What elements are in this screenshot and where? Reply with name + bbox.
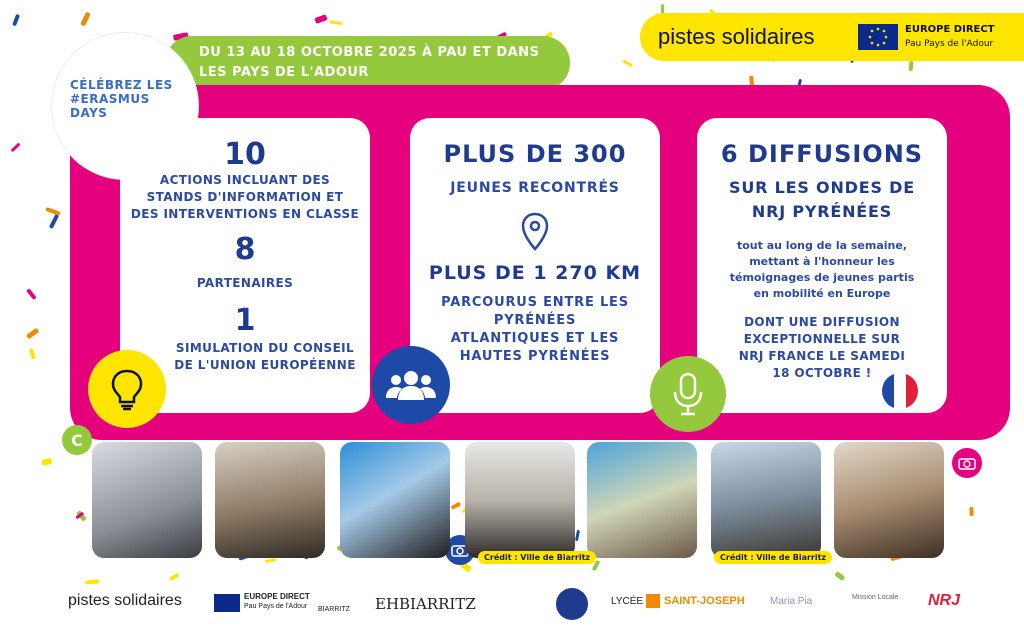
confetti-piece bbox=[575, 530, 580, 541]
location-pin-icon bbox=[520, 212, 550, 252]
confetti-piece bbox=[451, 502, 461, 510]
actions-count: 10 bbox=[224, 137, 266, 172]
photo-students-1 bbox=[92, 442, 202, 558]
europe-direct-title: EUROPE DIRECT bbox=[905, 24, 995, 35]
footer-saint-joseph-icon bbox=[646, 594, 660, 608]
confetti-piece bbox=[10, 143, 20, 153]
confetti-piece bbox=[41, 458, 52, 466]
distance-headline: PLUS DE 1 270 KM bbox=[428, 262, 642, 284]
confetti-piece bbox=[25, 328, 39, 340]
distance-sub: PARCOURUS ENTRE LES PYRÉNÉES ATLANTIQUES ET LES HAUTES PYRÉNÉES bbox=[441, 295, 629, 364]
footer-lycee: LYCÉE bbox=[611, 596, 644, 607]
youth-sub: JEUNES RECONTRÉS bbox=[450, 180, 620, 196]
confetti-piece bbox=[12, 13, 20, 26]
header-logo-banner bbox=[640, 13, 1024, 61]
confetti-piece bbox=[85, 579, 100, 585]
date-banner bbox=[165, 36, 570, 90]
youth-headline: PLUS DE 300 bbox=[443, 140, 627, 168]
footer-eu-flag-icon bbox=[214, 594, 240, 612]
card-radio bbox=[697, 118, 947, 413]
confetti-piece bbox=[622, 59, 633, 67]
photo-students-5 bbox=[587, 442, 697, 558]
footer-pistes-logo: pistes solidaires bbox=[68, 592, 182, 609]
radio-headline: 6 DIFFUSIONS bbox=[720, 140, 924, 168]
footer-biarritz: BIARRITZ bbox=[318, 606, 350, 613]
group-icon bbox=[372, 346, 450, 424]
lightbulb-icon bbox=[88, 350, 166, 428]
confetti-piece bbox=[314, 14, 327, 24]
photo-credit: Crédit : Ville de Biarritz bbox=[714, 551, 832, 564]
simulation-label: SIMULATION DU CONSEIL DE L'UNION EUROPÉENNE bbox=[174, 341, 356, 372]
photo-students-6 bbox=[711, 442, 821, 558]
footer-europe-direct: EUROPE DIRECT bbox=[244, 592, 310, 601]
footer-eh-biarritz: EHBIARRITZ bbox=[375, 595, 476, 613]
confetti-piece bbox=[46, 207, 61, 216]
confetti-piece bbox=[265, 558, 277, 563]
camera-icon bbox=[952, 448, 982, 478]
europe-direct-sub: Pau Pays de l'Adour bbox=[905, 39, 994, 49]
simulation-count: 1 bbox=[234, 303, 256, 338]
pistes-solidaires-logo: pistes solidaires bbox=[658, 24, 815, 49]
footer-europe-direct-sub: Pau Pays de l'Adour bbox=[244, 603, 308, 610]
confetti-piece bbox=[28, 348, 35, 360]
erasmus-badge-text: CÉLÉBREZ LES #ERASMUS DAYS bbox=[70, 78, 173, 120]
partners-label: PARTENAIRES bbox=[196, 276, 294, 290]
radio-description: tout au long de la semaine, mettant à l'honneur les témoignages de jeunes partis en mobilité en Europe bbox=[729, 239, 915, 300]
photo-students-3 bbox=[340, 442, 450, 558]
actions-label: ACTIONS INCLUANT DES STANDS D'INFORMATION ET DES INTERVENTIONS EN CLASSE bbox=[130, 173, 360, 221]
card-youth bbox=[410, 118, 660, 413]
photo-students-7 bbox=[834, 442, 944, 558]
confetti-piece bbox=[80, 12, 90, 27]
confetti-piece bbox=[49, 214, 60, 229]
photo-students-2 bbox=[215, 442, 325, 558]
radio-sub: SUR LES ONDES DE NRJ PYRÉNÉES bbox=[729, 178, 915, 221]
footer-maria-pia: Maria Pia bbox=[770, 596, 813, 607]
footer-saint-joseph: SAINT-JOSEPH bbox=[664, 595, 745, 607]
france-flag-icon bbox=[882, 373, 918, 409]
photo-credit: Crédit : Ville de Biarritz bbox=[478, 551, 596, 564]
footer-nrj-logo: NRJ bbox=[928, 592, 961, 609]
confetti-piece bbox=[909, 61, 914, 72]
confetti-piece bbox=[834, 571, 845, 581]
confetti-piece bbox=[169, 572, 180, 581]
confetti-piece bbox=[970, 507, 974, 516]
photo-students-4 bbox=[465, 442, 575, 558]
microphone-icon bbox=[650, 356, 726, 432]
eu-flag-icon bbox=[858, 24, 898, 50]
confetti-piece bbox=[26, 288, 37, 300]
partners-count: 8 bbox=[234, 232, 256, 267]
footer-seal-logo bbox=[556, 588, 588, 620]
date-line-2: LES PAYS DE L'ADOUR bbox=[199, 65, 369, 80]
radio-extra: DONT UNE DIFFUSION EXCEPTIONNELLE SUR NRJ FRANCE LE SAMEDI 18 OCTOBRE ! bbox=[738, 315, 906, 380]
date-line-1: DU 13 AU 18 OCTOBRE 2025 À PAU ET DANS bbox=[199, 45, 540, 60]
confetti-piece bbox=[329, 20, 343, 25]
footer-mission-locale: Mission Locale bbox=[852, 594, 899, 601]
camera-icon: C bbox=[62, 425, 92, 455]
